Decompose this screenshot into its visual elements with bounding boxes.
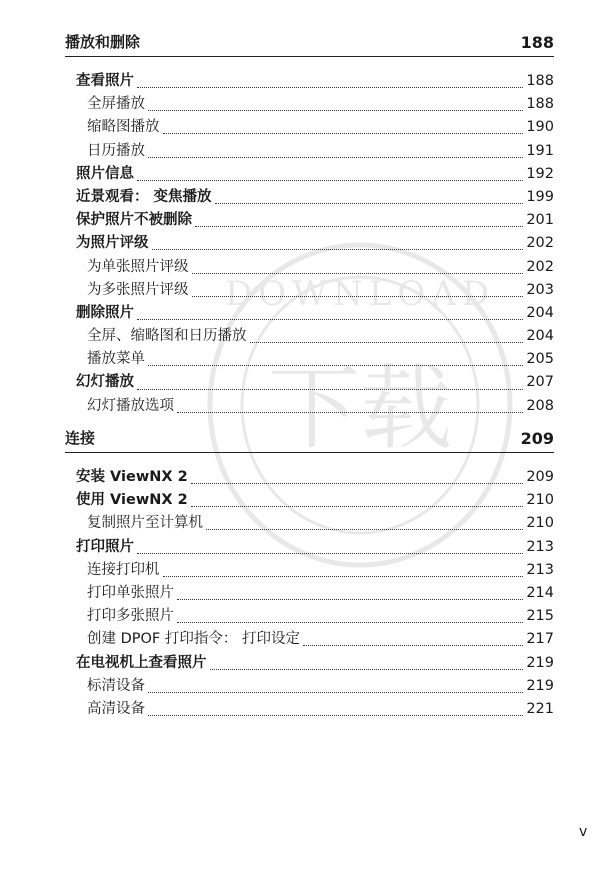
dot-leader: [148, 365, 523, 366]
section-title: 播放和删除: [65, 33, 141, 51]
toc-entry[interactable]: [76, 279, 554, 302]
page-number: v: [579, 824, 588, 840]
toc-entry[interactable]: [76, 628, 554, 651]
dot-leader: [191, 506, 524, 507]
toc-entry-label: 在电视机上查看照片: [76, 654, 207, 671]
toc-entry-label: 标清设备: [87, 677, 145, 694]
toc-entry[interactable]: [76, 325, 554, 348]
watermark-text: 下载: [267, 355, 453, 462]
toc-entry-page: 203: [526, 281, 554, 298]
toc-entry[interactable]: [76, 140, 554, 163]
toc-entry-page: 190: [526, 119, 554, 136]
dot-leader: [163, 133, 524, 134]
toc-entry-label: 幻灯播放选项: [87, 397, 174, 414]
dot-leader: [191, 483, 524, 484]
toc-entry[interactable]: [76, 256, 554, 279]
toc-entry-page: 213: [526, 561, 554, 578]
dot-leader: [148, 715, 523, 716]
toc-entry-page: 213: [526, 538, 554, 555]
toc-entry[interactable]: [76, 116, 554, 139]
section-page: 209: [520, 429, 554, 448]
toc-entry-page: 209: [526, 469, 554, 485]
toc-entry[interactable]: [76, 70, 554, 93]
toc-entry-page: 202: [526, 258, 554, 275]
dot-leader: [195, 226, 523, 227]
toc-entry-label: 为单张照片评级: [87, 258, 189, 275]
toc-entry[interactable]: [76, 698, 554, 721]
dot-leader: [177, 599, 523, 600]
toc-entry[interactable]: [76, 302, 554, 325]
toc-entry-label: 近景观看： 变焦播放: [76, 188, 212, 205]
section-page: 188: [520, 33, 554, 52]
toc-entry-page: 217: [526, 631, 554, 648]
toc-list-connection: [76, 466, 554, 721]
toc-entry-label: 缩略图播放: [87, 119, 160, 136]
toc-entry[interactable]: [76, 536, 554, 559]
dot-leader: [137, 553, 523, 554]
toc-entry-label: 打印单张照片: [87, 584, 174, 601]
toc-entry-label: 照片信息: [76, 165, 134, 182]
dot-leader: [206, 529, 523, 530]
toc-entry[interactable]: [76, 93, 554, 116]
dot-leader: [210, 669, 524, 670]
toc-entry[interactable]: [76, 163, 554, 186]
toc-entry[interactable]: [76, 652, 554, 675]
toc-entry-label: 全屏播放: [87, 96, 145, 113]
dot-leader: [148, 692, 523, 693]
dot-leader: [303, 645, 523, 646]
toc-entry-page: 202: [526, 235, 554, 252]
toc-entry-label: 创建 DPOF 打印指令： 打印设定: [87, 631, 300, 648]
toc-entry-label: 复制照片至计算机: [87, 515, 203, 532]
toc-entry-page: 201: [526, 212, 554, 229]
dot-leader: [192, 296, 524, 297]
section-title: 连接: [65, 429, 96, 447]
toc-entry-page: 210: [526, 492, 554, 509]
dot-leader: [148, 157, 523, 158]
toc-entry[interactable]: [76, 186, 554, 209]
dot-leader: [192, 273, 524, 274]
toc-entry-label: 为多张照片评级: [87, 281, 189, 298]
dot-leader: [177, 622, 523, 623]
dot-leader: [137, 319, 523, 320]
toc-entry-page: 192: [526, 165, 554, 182]
toc-entry-label: 查看照片: [76, 73, 134, 89]
toc-entry-page: 199: [526, 188, 554, 205]
toc-entry[interactable]: [76, 395, 554, 418]
toc-entry-label: 安装 ViewNX 2: [76, 469, 188, 485]
toc-entry[interactable]: [76, 582, 554, 605]
toc-entry-page: 219: [526, 654, 554, 671]
toc-entry-page: 215: [526, 608, 554, 625]
section-header-connection: [65, 428, 554, 453]
toc-entry[interactable]: [76, 605, 554, 628]
section-header-playback: [65, 32, 554, 57]
dot-leader: [177, 412, 523, 413]
toc-entry[interactable]: [76, 232, 554, 255]
toc-entry[interactable]: [76, 466, 554, 489]
toc-list-playback: [76, 70, 554, 418]
toc-entry-page: 188: [526, 73, 554, 89]
toc-entry-page: 204: [526, 328, 554, 345]
toc-entry-page: 191: [526, 142, 554, 159]
toc-entry-label: 高清设备: [87, 700, 145, 717]
toc-entry-label: 为照片评级: [76, 235, 149, 252]
toc-entry-page: 204: [526, 304, 554, 321]
toc-entry[interactable]: [76, 371, 554, 394]
toc-entry-page: 205: [526, 351, 554, 368]
dot-leader: [148, 110, 523, 111]
toc-entry-page: 207: [526, 374, 554, 391]
toc-entry-label: 幻灯播放: [76, 374, 134, 391]
toc-entry[interactable]: [76, 512, 554, 535]
toc-entry-page: 208: [526, 397, 554, 414]
dot-leader: [250, 342, 524, 343]
watermark-ring-text: DOWNLOAD: [224, 274, 496, 314]
toc-entry-label: 打印照片: [76, 538, 134, 555]
toc-entry[interactable]: [76, 559, 554, 582]
dot-leader: [137, 87, 523, 88]
toc-entry[interactable]: [76, 209, 554, 232]
toc-entry-label: 删除照片: [76, 304, 134, 321]
toc-entry-label: 播放菜单: [87, 351, 145, 368]
dot-leader: [137, 180, 523, 181]
toc-entry-label: 使用 ViewNX 2: [76, 492, 188, 509]
toc-entry-page: 188: [526, 96, 554, 113]
toc-entry-page: 221: [526, 700, 554, 717]
toc-entry[interactable]: [76, 675, 554, 698]
toc-entry[interactable]: [76, 489, 554, 512]
dot-leader: [137, 389, 523, 390]
dot-leader: [152, 249, 524, 250]
dot-leader: [163, 576, 524, 577]
toc-entry[interactable]: [76, 348, 554, 371]
toc-entry-page: 210: [526, 515, 554, 532]
toc-entry-page: 214: [526, 584, 554, 601]
toc-entry-page: 219: [526, 677, 554, 694]
toc-entry-label: 保护照片不被删除: [76, 212, 192, 229]
dot-leader: [215, 203, 524, 204]
toc-entry-label: 连接打印机: [87, 561, 160, 578]
toc-entry-label: 打印多张照片: [87, 608, 174, 625]
toc-entry-label: 日历播放: [87, 142, 145, 159]
toc-entry-label: 全屏、缩略图和日历播放: [87, 328, 247, 345]
